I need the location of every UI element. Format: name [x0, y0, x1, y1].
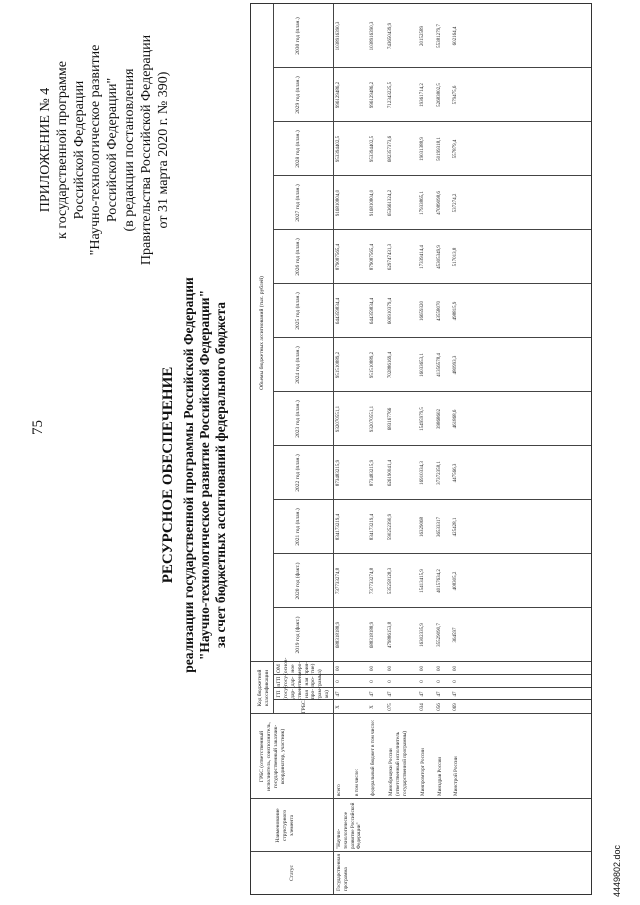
table-cell-value: 447566,3 — [453, 463, 458, 483]
table-cell-value: 47089098,6 — [437, 191, 442, 215]
document-subtitle-line: "Научно-технологическое развитие Российской Федерации" — [196, 289, 212, 661]
table-cell-value: 682357373,6 — [388, 135, 393, 163]
table-gridline — [273, 499, 591, 500]
table-cell-value: 951510889,2 — [336, 351, 341, 379]
row-code: 00 — [420, 666, 425, 671]
table-cell-value: 479886153,8 — [388, 621, 393, 649]
table-gridline — [273, 607, 591, 608]
appendix-line: Правительства Российской Федерации — [138, 34, 154, 266]
row-code: 47 — [420, 691, 425, 697]
row-code: 0 — [420, 680, 425, 683]
column-header-grbs-long: ГРБС (ответственный исполнитель, соисполнитель, государственный заказчик-координатор, участник) — [259, 722, 286, 791]
row-code: 00 — [388, 666, 393, 671]
row-code: 0 — [388, 680, 393, 683]
column-header-status: Статус — [289, 865, 295, 881]
table-gridline — [273, 662, 274, 714]
table-cell-value: 683167766 — [388, 407, 393, 431]
table-cell-value: 1038916390,3 — [336, 21, 341, 51]
table-cell-value: 364597 — [453, 627, 458, 643]
row-code: 47 — [453, 691, 458, 697]
table-cell-value: 644359834,4 — [336, 297, 341, 325]
table-cell-value: 16302335,9 — [420, 623, 425, 647]
column-header-gp: ГП (госу-дар-ствен-ная про-грам-ма) — [276, 685, 331, 700]
table-cell-value: 39868602 — [437, 409, 442, 429]
table-cell-value: 932070551,1 — [336, 405, 341, 433]
row-code: 47 — [388, 691, 393, 697]
table-cell-value: 517013,8 — [453, 247, 458, 267]
table-cell-value: 15413415,9 — [420, 569, 425, 593]
row-code: 00 — [370, 666, 375, 671]
table-cell-value: 461868,6 — [453, 409, 458, 429]
table-cell-value: 996129486,2 — [370, 81, 375, 109]
row-code: Х — [336, 705, 341, 709]
column-header-name: Наименование структурного элемента — [275, 808, 295, 843]
row-code: 034 — [420, 703, 425, 711]
column-header-year: 2021 год (план.) — [295, 508, 301, 546]
row-grbs-text: федеральный бюджет в том числе: — [370, 719, 376, 796]
column-header-year: 2025 год (план.) — [295, 292, 301, 330]
row-name: "Научно-технологическое развитие Российской Федерации" — [336, 802, 363, 849]
appendix-line: от 31 марта 2020 г. № 390) — [155, 71, 171, 229]
column-header-om: ОМ (основ-ное меро-прия-тие) — [276, 657, 317, 675]
column-header-year: 2022 год (план.) — [295, 454, 301, 492]
table-cell-value: 15495979,5 — [420, 407, 425, 431]
table-cell-value: 40157634,2 — [437, 569, 442, 593]
row-code: 47 — [437, 691, 442, 697]
table-gridline — [273, 283, 591, 284]
table-cell-value: 43558070 — [437, 301, 442, 321]
table-cell-value: 953394402,5 — [370, 135, 375, 163]
table-cell-value: 535258128,3 — [388, 567, 393, 595]
table-gridline — [273, 121, 591, 122]
table-cell-value: 712343225,5 — [388, 81, 393, 109]
page-number: 75 — [30, 420, 46, 435]
row-status: Государственная программа — [336, 854, 349, 891]
table-cell-value: 626190041,4 — [388, 459, 393, 487]
table-cell-value: 408305,2 — [453, 571, 458, 591]
table-cell-value: 916810804,0 — [370, 189, 375, 217]
table-cell-value: 20152589 — [420, 26, 425, 46]
table-cell-value: 873483215,9 — [336, 459, 341, 487]
document-id: 4449802.doc — [612, 844, 622, 897]
table-cell-value: 737733274,8 — [336, 567, 341, 595]
table-cell-value: 17933865,1 — [420, 191, 425, 215]
row-grbs-text: Минобрнауки России (ответственный исполнитель государственной программы) — [388, 730, 408, 796]
table-cell-value: 702886169,4 — [388, 351, 393, 379]
row-grbs-text: Минздрав России — [437, 756, 443, 796]
table-cell-value: 879087565,4 — [370, 243, 375, 271]
column-header-year: 2029 год (план.) — [295, 76, 301, 114]
table-cell-value: 480993,3 — [453, 355, 458, 375]
table-cell-value: 600910379,4 — [388, 297, 393, 325]
column-group-code: Код бюджетной классификации — [257, 669, 270, 707]
table-cell-value: 37372358,1 — [437, 461, 442, 485]
row-code: 47 — [370, 691, 375, 697]
appendix-line: Российской Федерации — [71, 80, 87, 220]
column-group-amounts: Объемы бюджетных ассигнований (тыс. рублей) — [259, 276, 265, 390]
table-gridline — [273, 391, 591, 392]
appendix-line: к государственной программе — [54, 61, 70, 239]
document-title: РЕСУРСНОЕ ОБЕСПЕЧЕНИЕ — [160, 366, 176, 584]
table-cell-value: 557879,4 — [453, 139, 458, 159]
table-cell-value: 17339414,4 — [420, 245, 425, 269]
table-cell-value: 916810804,0 — [336, 189, 341, 217]
column-header-year: 2030 год (план.) — [295, 17, 301, 55]
row-grbs-text: в том числе: — [354, 768, 360, 796]
table-cell-value: 743650439,9 — [388, 22, 393, 50]
table-cell-value: 602164,4 — [453, 26, 458, 46]
table-cell-value: 688318188,9 — [336, 621, 341, 649]
table-cell-value: 579475,6 — [453, 85, 458, 105]
table-cell-value: 36533317 — [437, 517, 442, 537]
row-code: 0 — [453, 680, 458, 683]
table-cell-value: 45305349,9 — [437, 245, 442, 269]
row-code: 0 — [336, 680, 341, 683]
table-cell-value: 16659320 — [420, 301, 425, 321]
row-grbs-text: всего — [336, 784, 342, 796]
appendix-line: ПРИЛОЖЕНИЕ № 4 — [38, 87, 53, 213]
document-subtitle-line: реализации государственной программы Российской Федерации — [181, 277, 196, 673]
column-header-year: 2026 год (план.) — [295, 238, 301, 276]
document-subtitle-line: за счет бюджетных ассигнований федерального бюджета — [212, 301, 228, 649]
column-header-pgp: пГП (госу-дар-ствен-ная про-грамма) — [276, 669, 324, 688]
column-header-year: 2023 год (план.) — [295, 400, 301, 438]
table-cell-value: 644359834,4 — [370, 297, 375, 325]
row-code: 056 — [437, 703, 442, 711]
row-grbs-text: Минстрой России — [453, 756, 459, 796]
table-cell-value: 834173219,4 — [336, 513, 341, 541]
column-header-year: 2028 год (план.) — [295, 130, 301, 168]
column-header-year: 2019 год (факт.) — [295, 616, 301, 654]
appendix-line: "Научно-технологическое развитие — [88, 44, 104, 256]
table-cell-value: 498815,9 — [453, 301, 458, 321]
column-header-year: 2027 год (план.) — [295, 184, 301, 222]
table-cell-value: 834173219,4 — [370, 513, 375, 541]
table-gridline — [273, 553, 591, 554]
table-cell-value: 537274,2 — [453, 193, 458, 213]
table-gridline — [273, 337, 591, 338]
table-cell-value: 19361714,2 — [420, 83, 425, 107]
table-cell-value: 16329068 — [420, 517, 425, 537]
row-code: Х — [370, 705, 375, 709]
row-code: 0 — [370, 680, 375, 683]
row-code: 00 — [437, 666, 442, 671]
resource-table — [250, 3, 592, 895]
column-header-year: 2020 год (факт.) — [295, 562, 301, 600]
column-header-grbs: ГРБС — [301, 700, 307, 714]
row-code: 00 — [453, 666, 458, 671]
table-cell-value: 50199318,1 — [437, 137, 442, 161]
document-heading — [160, 195, 229, 755]
table-gridline — [251, 798, 591, 799]
appendix-line: (в редакции постановления — [121, 68, 137, 232]
table-cell-value: 55381279,7 — [437, 24, 442, 48]
row-code: 47 — [336, 691, 341, 697]
table-cell-value: 41356578,4 — [437, 353, 442, 377]
table-gridline — [273, 445, 591, 446]
table-cell-value: 35529090,7 — [437, 623, 442, 647]
table-cell-value: 1038916390,3 — [370, 21, 375, 51]
table-cell-value: 951510889,2 — [370, 351, 375, 379]
table-cell-value: 16033653,1 — [420, 353, 425, 377]
row-code: 0 — [437, 680, 442, 683]
table-cell-value: 996129486,2 — [336, 81, 341, 109]
table-cell-value: 953394402,5 — [336, 135, 341, 163]
row-grbs-text: Минпромторг России — [420, 748, 426, 796]
table-cell-value: 590252390,9 — [388, 513, 393, 541]
table-cell-value: 19031388,9 — [420, 137, 425, 161]
table-cell-value: 879087565,4 — [336, 243, 341, 271]
table-gridline — [273, 67, 591, 68]
column-header-year: 2024 год (план.) — [295, 346, 301, 384]
row-code: 075 — [388, 703, 393, 711]
table-cell-value: 629747431,3 — [388, 243, 393, 271]
table-cell-value: 653661324,2 — [388, 189, 393, 217]
table-cell-value: 737733274,8 — [370, 567, 375, 595]
appendix-block — [38, 15, 172, 285]
table-gridline — [333, 4, 334, 894]
row-code: 00 — [336, 666, 341, 671]
table-cell-value: 425428,1 — [453, 517, 458, 537]
table-cell-value: 688318188,9 — [370, 621, 375, 649]
table-cell-value: 873483215,9 — [370, 459, 375, 487]
table-cell-value: 16910334,3 — [420, 461, 425, 485]
row-code: 069 — [453, 703, 458, 711]
table-cell-value: 52683802,5 — [437, 83, 442, 107]
table-cell-value: 932070551,1 — [370, 405, 375, 433]
table-gridline — [251, 851, 591, 852]
appendix-line: Российской Федерации" — [105, 77, 121, 223]
table-gridline — [273, 4, 274, 662]
table-gridline — [273, 175, 591, 176]
table-gridline — [273, 229, 591, 230]
